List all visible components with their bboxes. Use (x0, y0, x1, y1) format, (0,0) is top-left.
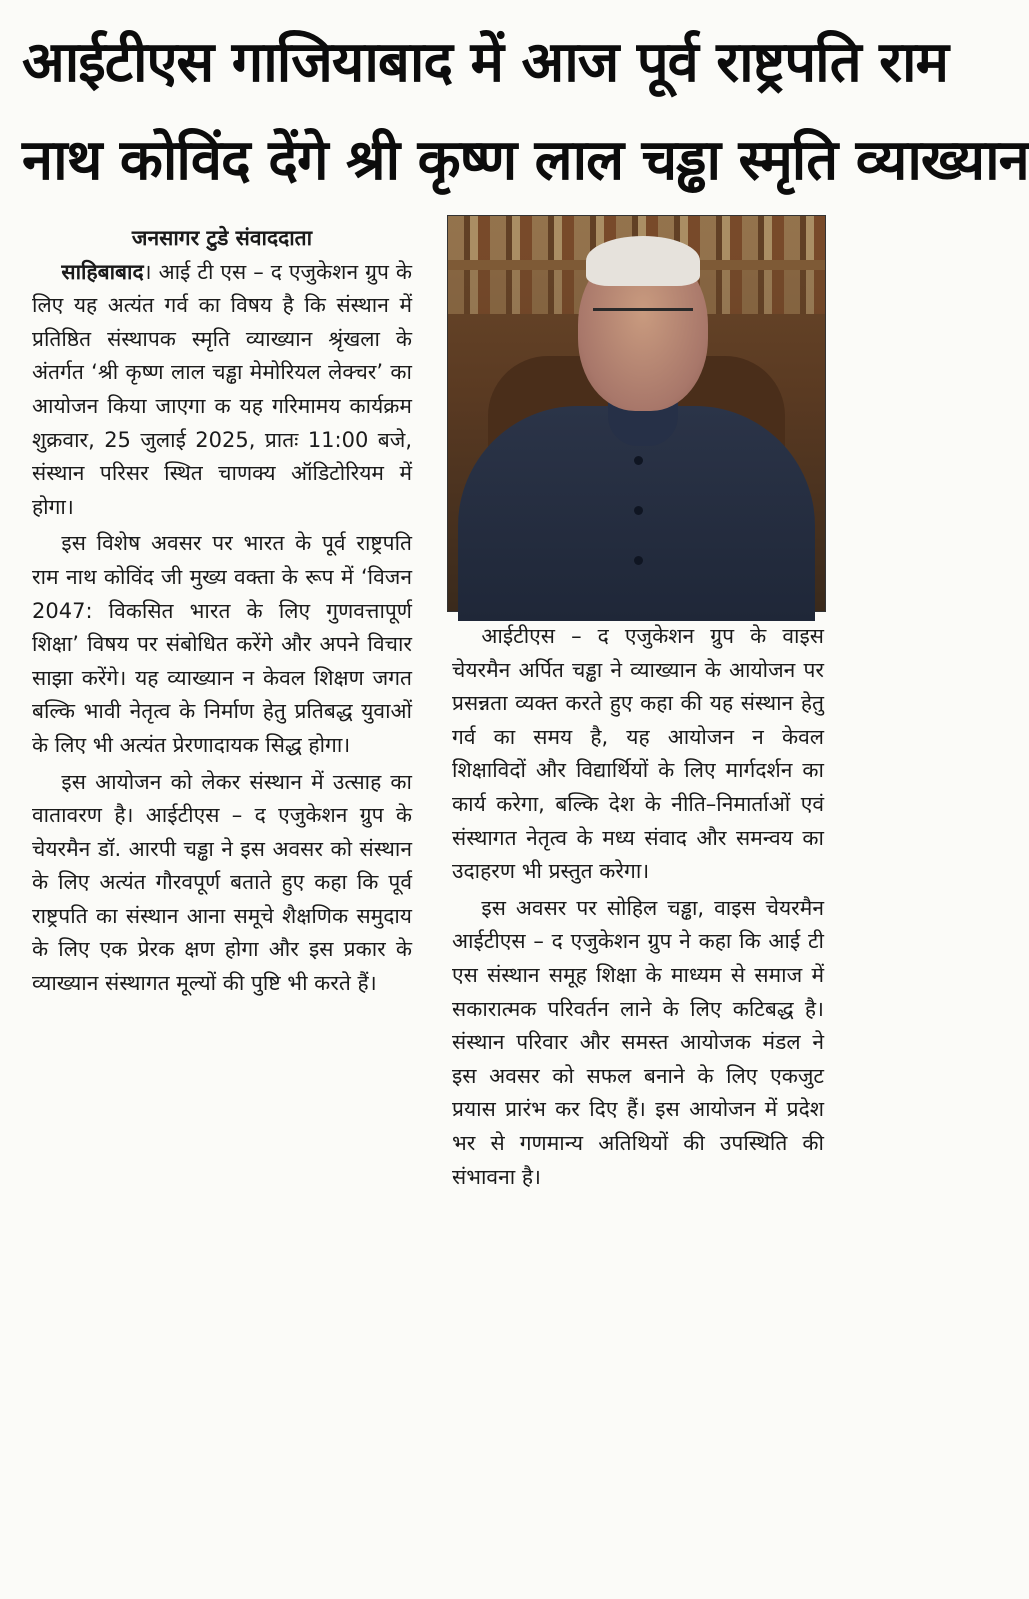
paragraph-3: इस आयोजन को लेकर संस्थान में उत्साह का वातावरण है। आईटीएस – द एजुकेशन ग्रुप के चेयरमैन डॉ. आरपी चड्ढा ने इस अवसर को संस्थान के लिए अत्यंत गौरवपूर्ण बताते हुए कहा कि पूर्व राष्ट्रपति का संस्थान आना समूचे शैक्षणिक समुदाय के लिए एक प्रेरक क्षण होगा और इस प्रकार के व्याख्यान संस्थागत मूल्यों की पुष्टि भी करते हैं। (32, 769, 412, 996)
paragraph-2: इस विशेष अवसर पर भारत के पूर्व राष्ट्रपति राम नाथ कोविंद जी मुख्य वक्ता के रूप में ‘विजन 2047: विकसित भारत के लिए गुणवत्तापूर्ण शिक्षा’ विषय पर संबोधित करेंगे और अपने विचार साझा करेंगे। यह व्याख्यान न केवल शिक्षण जगत बल्कि भावी नेतृत्व के निर्माण हेतु प्रतिबद्ध युवाओं के लिए भी अत्यंत प्रेरणादायक सिद्ध होगा। (32, 531, 412, 757)
byline: जनसागर टुडे संवाददाता (131, 226, 313, 250)
headline (22, 14, 1029, 210)
paragraph-1 (32, 256, 412, 525)
left-column (32, 222, 412, 1001)
right-column (452, 620, 824, 1194)
paragraph-5: इस अवसर पर सोहिल चड्ढा, वाइस चेयरमैन आईटीएस – द एजुकेशन ग्रुप ने कहा कि आई टी एस संस्थान समूह शिक्षा के माध्यम से समाज में सकारात्मक परिवर्तन लाने के लिए कटिबद्ध है। संस्थान परिवार और समस्त आयोजक मंडल ने इस अवसर को सफल बनाने के लिए एकजुट प्रयास प्रारंभ कर दिए हैं। इस आयोजन में प्रदेश भर से गणमान्य अतिथियों की उपस्थिति की संभावना है। (452, 895, 824, 1189)
hair-graphic (586, 236, 700, 286)
portrait-photo (447, 215, 826, 612)
headline-line-2: नाथ कोविंद देंगे श्री कृष्ण लाल चड्ढा स्मृति व्याख्यान (22, 128, 1029, 193)
jacket-button (634, 556, 643, 565)
headline-line-1: आईटीएस गाजियाबाद में आज पूर्व राष्ट्रपति राम (22, 30, 949, 95)
glasses-graphic (593, 308, 693, 333)
dateline: साहिबाबाद (61, 259, 144, 284)
paragraph-4: आईटीएस – द एजुकेशन ग्रुप के वाइस चेयरमैन अर्पित चड्ढा ने व्याख्यान के आयोजन पर प्रसन्नता व्यक्त करते हुए कहा की यह संस्थान हेतु गर्व का समय है, यह आयोजन न केवल शिक्षाविदों और विद्यार्थियों के लिए मार्गदर्शन का कार्य करेगा, बल्कि देश के नीति–निमार्ताओं एवं संस्थागत नेतृत्व के मध्य संवाद और समन्वय का उदाहरण भी प्रस्तुत करेगा। (452, 624, 824, 884)
paragraph-1-text: । आई टी एस – द एजुकेशन ग्रुप के लिए यह अत्यंत गर्व का विषय है कि संस्थान में प्रतिष्ठित संस्थापक स्मृति व्याख्यान श्रृंखला के अंतर्गत ‘श्री कृष्ण लाल चड्ढा मेमोरियल लेक्चर’ का आयोजन किया जाएगा क यह गरिमामय कार्यक्रम शुक्रवार, 25 जुलाई 2025, प्रातः 11:00 बजे, संस्थान परिसर स्थित चाणक्य ऑडिटोरियम में होगा। (32, 259, 412, 519)
jacket-button (634, 506, 643, 515)
jacket-button (634, 456, 643, 465)
